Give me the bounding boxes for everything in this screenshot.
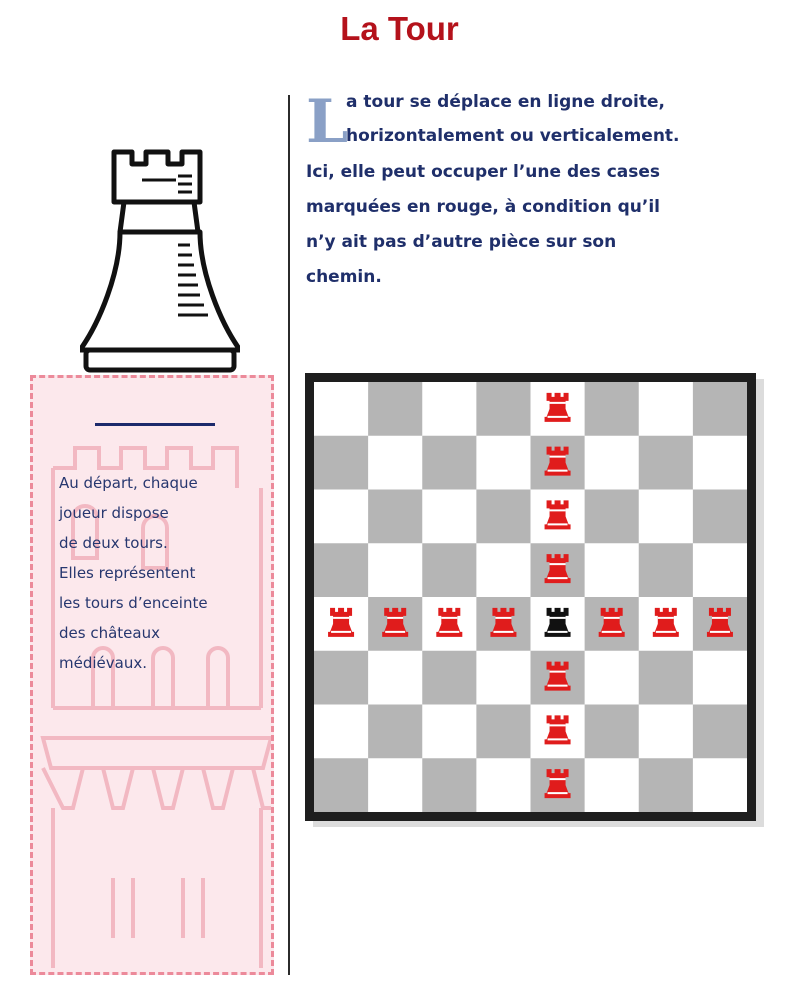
board-square xyxy=(585,436,640,490)
board-square xyxy=(368,382,423,436)
sidebar-text xyxy=(59,468,259,678)
intro-line: horizontalement ou verticalement. xyxy=(346,126,680,146)
board-square xyxy=(693,651,747,705)
board-square xyxy=(314,490,369,544)
page-title: La Tour xyxy=(340,10,459,47)
board-square xyxy=(422,436,477,490)
board-square xyxy=(693,436,747,490)
board-square xyxy=(422,382,477,436)
board-square xyxy=(476,705,531,759)
board-square xyxy=(476,758,531,812)
board-square xyxy=(639,758,694,812)
sidebar-line: joueur dispose xyxy=(59,504,169,522)
board-square xyxy=(639,651,694,705)
sidebar-line: les tours d’enceinte xyxy=(59,594,208,612)
board-square xyxy=(585,651,640,705)
chess-board-frame xyxy=(305,373,756,821)
board-square xyxy=(585,543,640,597)
board-square xyxy=(476,651,531,705)
board-square xyxy=(314,651,369,705)
board-square xyxy=(585,758,640,812)
sidebar-rule xyxy=(95,423,215,426)
sidebar-line: médiévaux. xyxy=(59,654,147,672)
board-square xyxy=(314,382,369,436)
board-square xyxy=(422,758,477,812)
board-square xyxy=(422,490,477,544)
board-square xyxy=(693,490,747,544)
board-square xyxy=(476,490,531,544)
board-square xyxy=(314,436,369,490)
intro-line: Ici, elle peut occuper l’une des cases xyxy=(306,162,661,182)
chess-board xyxy=(314,382,747,812)
column-divider xyxy=(288,95,290,975)
sidebar-line: Au départ, chaque xyxy=(59,474,198,492)
sidebar-line: de deux tours. xyxy=(59,534,168,552)
rook-icon xyxy=(80,140,240,380)
board-square xyxy=(639,705,694,759)
board-square xyxy=(368,705,423,759)
board-square xyxy=(314,705,369,759)
board-square xyxy=(368,490,423,544)
board-square xyxy=(639,543,694,597)
intro-line: a tour se déplace en ligne droite, xyxy=(346,92,665,112)
board-square xyxy=(639,436,694,490)
board-square xyxy=(422,651,477,705)
board-square xyxy=(314,543,369,597)
board-square xyxy=(476,543,531,597)
intro-line: chemin. xyxy=(306,267,382,287)
board-square xyxy=(585,382,640,436)
board-square xyxy=(314,758,369,812)
board-square xyxy=(368,758,423,812)
sidebar-line: Elles représentent xyxy=(59,564,196,582)
board-square xyxy=(422,543,477,597)
board-square xyxy=(368,436,423,490)
board-square xyxy=(639,382,694,436)
board-square xyxy=(693,543,747,597)
board-square xyxy=(639,490,694,544)
intro-line: marquées en rouge, à condition qu’il xyxy=(306,197,661,217)
board-square xyxy=(693,758,747,812)
board-square xyxy=(422,705,477,759)
board-square xyxy=(585,490,640,544)
sidebar-line: des châteaux xyxy=(59,624,160,642)
board-square xyxy=(368,651,423,705)
board-square xyxy=(693,705,747,759)
intro-line: n’y ait pas d’autre pièce sur son xyxy=(306,232,617,252)
board-square xyxy=(368,543,423,597)
board-square xyxy=(476,436,531,490)
board-square xyxy=(476,382,531,436)
drop-cap: L xyxy=(306,87,349,157)
board-square xyxy=(585,705,640,759)
board-square xyxy=(693,382,747,436)
sidebar-note xyxy=(30,375,274,975)
